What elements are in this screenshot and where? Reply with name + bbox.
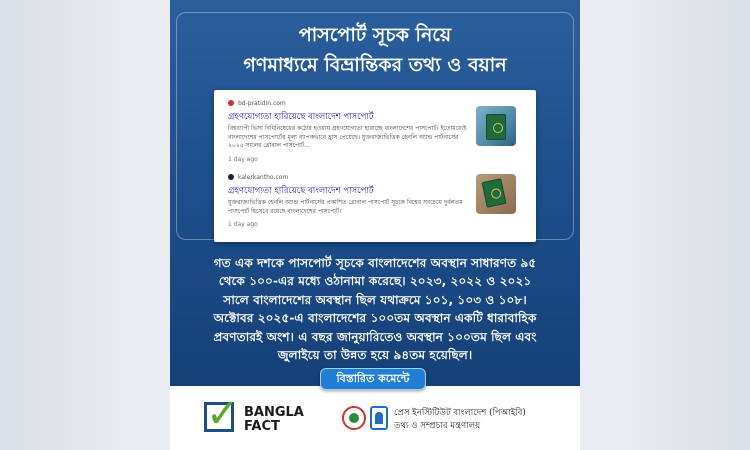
source-domain: kalerkantho.com [238,173,289,181]
news-item[interactable] [228,98,522,163]
news-snippet: বিশ্বব্যাপী ভিসা বিধিনিষেধের কঠোর হওয়ায় গ্রহণযোগ্যতা হারাচ্ছে বাংলাদেশের পাসপোর্ট। ইতোমধ্যেই বাংলাদেশের পাসপোর্টের মূল্য ব্যাপকভাবে হ্রাস পেয়েছে। যুক্তরাজ্যভিত্তিক হেনলি অ্যান্ড পার্টনার্সের ২০২৫ সালের গ্লোবাল পাসপোর্ট... [228,125,467,149]
pib-icon [370,406,388,430]
ministry-name: তথ্য ও সম্প্রচার মন্ত্রণালয় [394,421,481,431]
news-age: 1 day ago [228,221,258,228]
source-domain: bd-pratidin.com [238,99,286,107]
body-line: জুলাইয়ে তা উন্নত হয়ে ৯৪তম হয়েছিল। [277,348,473,363]
source-favicon-icon [228,174,234,180]
logo-wordmark [244,406,304,434]
news-title-link[interactable]: গ্রহণযোগ্যতা হারিয়েছে বাংলাদেশ পাসপোর্ট [228,112,374,122]
banglafact-logo [204,391,314,440]
government-seal-icon [342,406,366,430]
logo-word-bangla: BANGLA [244,405,304,420]
body-line: সালে বাংলাদেশের অবস্থান ছিল যথাক্রমে ১০১, ১০৩ ও ১০৮। [223,292,527,307]
news-item[interactable] [228,172,522,228]
news-age: 1 day ago [228,155,258,163]
details-in-comments-button[interactable]: বিস্তারিত কমেন্টে [320,368,426,390]
news-title-link[interactable]: গ্রহণযোগ্যতা হারিয়েছে বাংলাদেশ পাসপোর্ট [228,186,374,196]
fact-check-body [184,254,566,364]
org-credit [394,407,526,433]
headline-line-2: গণমাধ্যমে বিভ্রান্তিকর তথ্য ও বয়ান [243,54,507,76]
checkmark-icon: ✓ [206,391,240,437]
headline-line-1: পাসপোর্ট সূচক নিয়ে [298,24,452,46]
passport-thumbnail-icon[interactable] [476,106,516,146]
body-line: প্রবণতারই অংশ। এ বছর জানুয়ারিতেও অবস্থান ১০০তম ছিল এবং [213,329,537,344]
footer [170,386,580,450]
passport-thumbnail-icon[interactable] [476,174,516,214]
body-line: অক্টোবর ২০২৫-এ বাংলাদেশের ১০০তম অবস্থান একটি ধারাবাহিক [213,311,537,326]
source-favicon-icon [228,100,234,106]
org-name: প্রেস ইনস্টিটিউট বাংলাদেশ (পিআইবি) [394,408,526,418]
news-snippet: যুক্তরাজ্যভিত্তিক হেনলি অ্যান্ড পার্টনার্সের প্রকাশিত গ্লোবাল পাসপোর্ট সূচকে বিশ্বের সবচেয়ে দুর্বলতম পাসপোর্ট হিসেবে রয়েছে বাংলাদেশের পাসপোর্ট। [228,199,463,215]
body-line: থেকে ১০০-এর মধ্যে ওঠানামা করেছে। ২০২৩, ২০২২ ও ২০২১ [218,274,532,289]
logo-word-fact: FACT [244,419,280,434]
news-results-panel [214,90,536,242]
poster-card [170,0,580,450]
body-line: গত এক দশকে পাসপোর্ট সূচকে বাংলাদেশের অবস্থান সাধারণত ৯৫ [213,256,537,270]
